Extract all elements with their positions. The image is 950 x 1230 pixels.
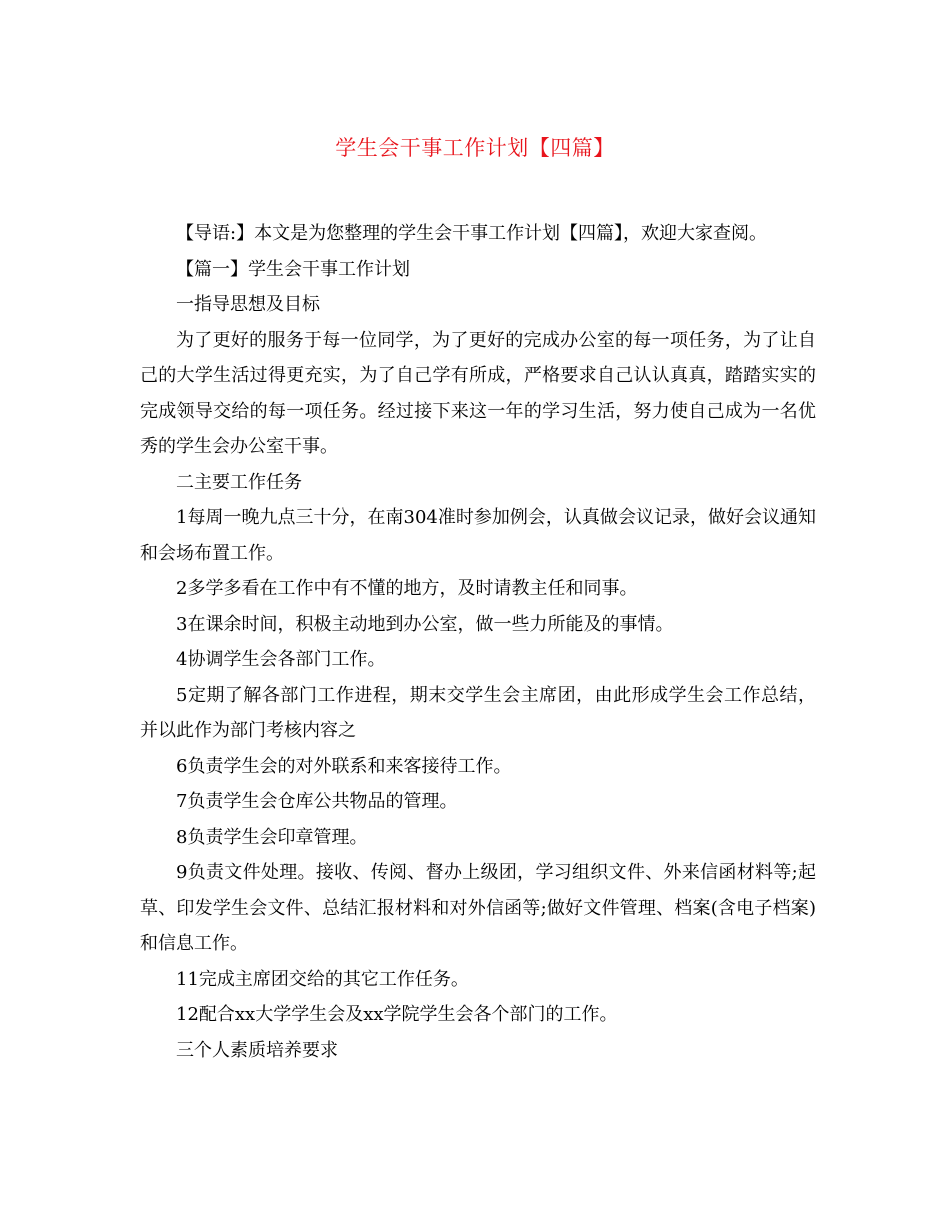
task-item-6: 6负责学生会的对外联系和来客接待工作。: [176, 755, 512, 777]
task-item-4: 4协调学生会各部门工作。: [176, 649, 386, 670]
task-item-3: 3在课余时间，积极主动地到办公室，做一些力所能及的事情。: [176, 613, 674, 635]
section-heading-personal-quality: 三个人素质培养要求: [176, 1039, 338, 1061]
task-item-2: 2多学多看在工作中有不懂的地方，及时请教主任和同事。: [176, 578, 638, 599]
task-item-1: 1每周一晚九点三十分，在南304准时参加例会，认真做会议记录，做好会议通知和会场布置工作。: [140, 507, 816, 564]
task-item-5: 5定期了解各部门工作进程，期末交学生会主席团，由此形成学生会工作总结，并以此作为部门考核内容之: [140, 684, 816, 741]
section-heading-part-one: 【篇一】学生会干事工作计划: [176, 258, 410, 280]
task-item-9: 9负责文件处理。接收、传阅、督办上级团，学习组织文件、外来信函材料等;起草、印发学生会文件、总结汇报材料和对外信函等;做好文件管理、档案(含电子档案)和信息工作。: [140, 862, 816, 954]
task-item-7: 7负责学生会仓库公共物品的管理。: [176, 791, 458, 812]
body-paragraph: 为了更好的服务于每一位同学，为了更好的完成办公室的每一项任务，为了让自己的大学生活过得更充实，为了自己学有所成，严格要求自己认认真真，踏踏实实的完成领导交给的每一项任务。经过接下来这一年的学习生活，努力使自己成为一名优秀的学生会办公室干事。: [140, 329, 816, 457]
task-item-11: 11完成主席团交给的其它工作任务。: [176, 968, 469, 990]
task-item-12: 12配合xx大学学生会及xx学院学生会各个部门的工作。: [176, 1004, 618, 1025]
intro-paragraph: 【导语:】本文是为您整理的学生会干事工作计划【四篇】，欢迎大家查阅。: [176, 223, 768, 244]
task-item-8: 8负责学生会印章管理。: [176, 826, 368, 848]
document-title: 学生会干事工作计划【四篇】: [335, 136, 615, 160]
document-body: [140, 216, 816, 1068]
section-heading-guiding-thought: 一指导思想及目标: [176, 294, 320, 315]
section-heading-main-tasks: 二主要工作任务: [176, 471, 302, 493]
